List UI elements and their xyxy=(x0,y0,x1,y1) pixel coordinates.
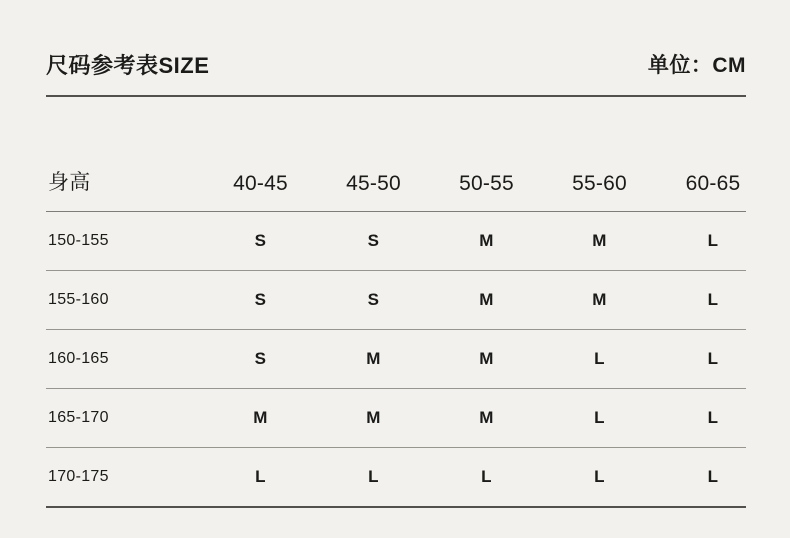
height-label: 160-165 xyxy=(48,350,109,367)
unit-label: 单位：CM xyxy=(647,54,746,77)
titlebar xyxy=(46,0,746,97)
page-title: 尺码参考表SIZE xyxy=(46,53,210,78)
size-cell: M xyxy=(592,290,607,309)
size-cell: L xyxy=(481,467,492,486)
size-cell: M xyxy=(479,349,494,368)
size-cell: L xyxy=(707,290,719,309)
table-header-row xyxy=(46,97,770,211)
table-row-1 xyxy=(46,212,770,270)
size-cell: M xyxy=(366,408,381,427)
size-cell: L xyxy=(707,231,719,250)
height-label: 165-170 xyxy=(48,409,109,426)
size-cell: S xyxy=(367,231,380,250)
size-cell: S xyxy=(254,231,267,250)
size-cell: M xyxy=(592,231,607,250)
size-cell: S xyxy=(254,290,267,309)
size-cell: M xyxy=(253,408,268,427)
size-cell: M xyxy=(479,408,494,427)
height-label: 155-160 xyxy=(48,291,109,308)
size-cell: M xyxy=(479,290,494,309)
table-row-3 xyxy=(46,330,770,388)
size-cell: L xyxy=(368,467,379,486)
bottom-divider xyxy=(46,506,746,508)
size-cell: S xyxy=(367,290,380,309)
column-header-weight-5: 60-65 xyxy=(685,172,741,195)
column-header-weight-1: 40-45 xyxy=(233,172,288,195)
height-label: 170-175 xyxy=(48,468,109,485)
size-cell: M xyxy=(366,349,381,368)
table-row-2 xyxy=(46,271,770,329)
size-cell: L xyxy=(255,467,266,486)
size-cell: L xyxy=(707,408,719,427)
column-header-height: 身高 xyxy=(48,171,91,194)
column-header-weight-4: 55-60 xyxy=(572,172,627,195)
table-row-4 xyxy=(46,389,770,447)
height-label: 150-155 xyxy=(48,232,109,249)
size-cell: L xyxy=(594,349,605,368)
size-cell: L xyxy=(594,408,605,427)
size-cell: L xyxy=(707,467,719,486)
column-header-weight-2: 45-50 xyxy=(346,172,401,195)
size-table xyxy=(46,97,790,508)
size-cell: L xyxy=(594,467,605,486)
table-row-5 xyxy=(46,448,770,506)
size-cell: L xyxy=(707,349,719,368)
column-header-weight-3: 50-55 xyxy=(459,172,514,195)
size-cell: M xyxy=(479,231,494,250)
size-cell: S xyxy=(254,349,267,368)
